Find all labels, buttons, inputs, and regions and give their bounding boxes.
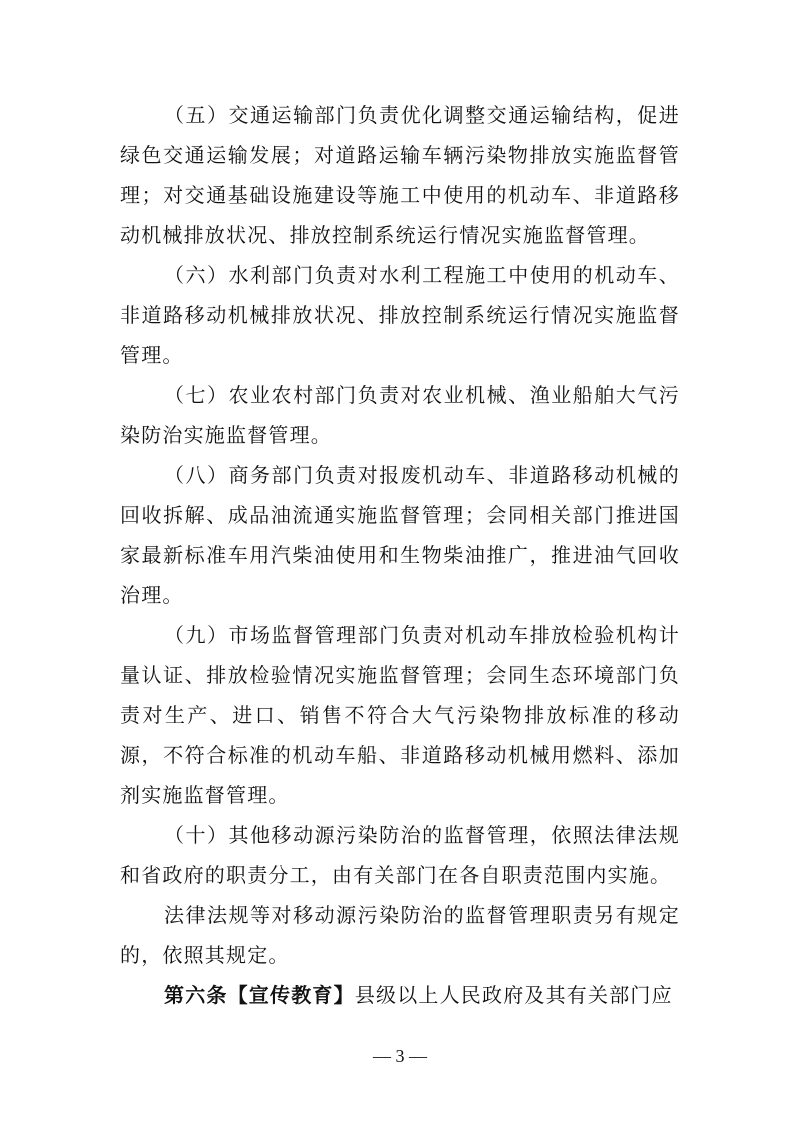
- paragraph-other: （十）其他移动源污染防治的监督管理，依照法律法规和省政府的职责分工，由有关部门在各自职责范围内实施。: [120, 823, 680, 887]
- paragraph-market-supervision: （九）市场监督管理部门负责对机动车排放检验机构计量认证、排放检验情况实施监督管理；会同生态环境部门负责对生产、进口、销售不符合大气污染物排放标准的移动源，不符合标准的机动车船、非道路移动机械用燃料、添加剂实施监督管理。: [120, 623, 680, 807]
- article-number: 第六条: [164, 983, 228, 1007]
- article-text: 县级以上人民政府及其有关部门应: [354, 983, 673, 1007]
- page-number: — 3 —: [373, 1046, 427, 1066]
- article-six: [120, 975, 680, 1015]
- paragraph-water: （六）水利部门负责对水利工程施工中使用的机动车、非道路移动机械排放状况、排放控制系统运行情况实施监督管理。: [120, 263, 680, 367]
- paragraph-commerce: （八）商务部门负责对报废机动车、非道路移动机械的回收拆解、成品油流通实施监督管理；会同相关部门推进国家最新标准车用汽柴油使用和生物柴油推广，推进油气回收治理。: [120, 463, 680, 607]
- paragraph-agriculture: （七）农业农村部门负责对农业机械、渔业船舶大气污染防治实施监督管理。: [120, 383, 680, 447]
- article-title: 【宣传教育】: [227, 983, 355, 1007]
- paragraph-law-regulations: 法律法规等对移动源污染防治的监督管理职责另有规定的，依照其规定。: [120, 903, 680, 967]
- paragraph-transport: （五）交通运输部门负责优化调整交通运输结构，促进绿色交通运输发展；对道路运输车辆污染物排放实施监督管理；对交通基础设施建设等施工中使用的机动车、非道路移动机械排放状况、排放控制系统运行情况实施监督管理。: [120, 103, 680, 247]
- document-page-body: [120, 95, 680, 1015]
